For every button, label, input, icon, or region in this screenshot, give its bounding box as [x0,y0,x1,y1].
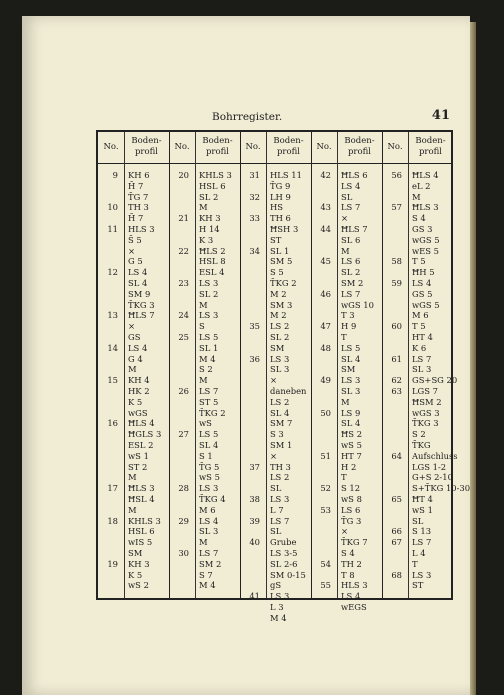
soil-profile-entry: × [128,245,136,256]
bore-number: 56 [391,170,402,180]
soil-profile-entry: LS 9 [341,407,361,418]
soil-profile-entry: S 2 [199,364,213,375]
bore-number: 9 [112,170,118,180]
bore-number: 55 [320,580,331,591]
bore-number: 20 [178,170,189,180]
bore-number: 39 [249,515,260,526]
bore-number: 61 [391,353,402,364]
soil-profile-entry: L 4 [412,548,426,558]
soil-profile-entry: × [128,321,136,332]
soil-profile-entry: KH 3 [199,213,221,224]
soil-profile-entry: S 13 [412,526,432,537]
soil-profile-entry: SL 4 [270,407,290,418]
soil-profile-entry: ĦLS 4 [128,418,155,429]
header-bodenprofil: Boden- profil [344,136,375,157]
soil-profile-entry: T [341,472,347,483]
soil-profile-entry: M 2 [270,310,287,321]
soil-profile-entry: LS 4 [341,591,361,602]
header-no: No. [103,141,119,152]
bore-number: 11 [107,224,118,234]
soil-profile-entry: ST 5 [199,396,219,407]
soil-profile-entry: SL 2 [270,332,290,342]
soil-profile-entry: SL [270,526,282,537]
bore-number: 65 [391,494,402,504]
bore-number: 58 [391,256,402,267]
soil-profile-entry: H 9 [341,321,357,332]
soil-profile-entry: S 7 [199,569,213,580]
page-number: 41 [431,108,450,123]
soil-profile-entry: T̄KG 2 [199,407,226,418]
soil-profile-entry: T̄G 7 [128,191,149,202]
bore-number: 37 [249,461,260,472]
soil-profile-entry: HLS 11 [270,170,302,180]
bore-number: 27 [178,429,189,440]
soil-profile-entry: LS 7 [199,548,219,558]
soil-profile-entry: SL 3 [270,364,290,375]
soil-profile-entry: S 2 [412,429,426,440]
bore-number: 31 [249,170,260,180]
soil-profile-entry: wIS 5 [128,537,153,548]
bore-number: 42 [320,170,331,180]
soil-profile-entry: M [128,364,137,375]
soil-profile-entry: ST [270,234,282,245]
soil-profile-entry: ĦSM 2 [412,396,442,407]
soil-profile-entry: HSL 6 [199,180,226,191]
soil-profile-entry: ĦLS 3 [128,483,155,494]
soil-profile-entry: LS 3 [199,278,219,288]
soil-profile-entry: wS 1 [128,450,149,461]
bore-number: 51 [320,450,331,461]
soil-profile-entry: wS 2 [128,580,149,591]
soil-profile-entry: LS 4 [128,342,148,353]
soil-profile-entry: SL 3 [199,526,219,537]
bore-number: 19 [107,558,118,569]
soil-profile-entry: wGS 10 [341,299,374,310]
soil-profile-entry: gS [270,580,282,591]
soil-profile-entry: ESL 4 [199,267,225,278]
bore-number: 12 [107,267,118,278]
soil-profile-entry: T̄KG 3 [128,299,155,310]
bore-number: 13 [107,310,118,321]
soil-profile-entry: ĦGLS 3 [128,429,162,440]
soil-profile-entry: LS 4 [199,515,219,526]
soil-profile-entry: SL [341,191,353,202]
soil-profile-entry: KHLS 3 [128,515,161,526]
soil-profile-entry: LS 3 [199,310,219,321]
soil-profile-entry: SM 2 [199,558,222,569]
page-title: Bohrregister. [212,111,283,123]
soil-profile-entry: SL 3 [412,364,432,375]
soil-profile-entry: LS 6 [341,504,361,515]
column-divider [266,132,267,598]
soil-profile-entry: KH 4 [128,375,150,386]
soil-profile-entry: L 7 [270,504,284,515]
bore-number: 64 [391,450,402,461]
soil-profile-entry: S 4 [412,213,426,224]
bore-number: 41 [249,591,260,602]
bore-number: 54 [320,558,331,569]
soil-profile-entry: SM 2 [341,278,364,288]
soil-profile-entry: KH 3 [128,558,150,569]
soil-profile-entry: LS 3 [270,591,290,602]
soil-profile-entry: SL 2 [199,191,219,202]
soil-profile-entry: LS 5 [199,332,219,342]
soil-profile-entry: SL [270,483,282,494]
bore-number: 21 [178,213,189,224]
soil-profile-entry: SM 1 [270,440,293,450]
soil-profile-entry: T [341,332,347,342]
soil-profile-entry: LS 3-5 [270,548,298,558]
soil-profile-entry: GS 5 [412,288,433,299]
soil-profile-entry: S 5 [270,267,284,278]
soil-profile-entry: ĦSL 4 [128,494,155,504]
soil-profile-entry: SL 2 [199,288,219,299]
bore-number: 49 [320,375,331,386]
soil-profile-entry: L 3 [270,602,284,612]
soil-profile-entry: HK 2 [128,386,150,396]
soil-profile-entry: T̄G 3 [341,515,362,526]
soil-profile-entry: M [199,299,208,310]
soil-profile-entry: HS [270,202,284,213]
soil-profile-entry: LS 6 [341,256,361,267]
soil-profile-entry: SM 5 [270,256,293,267]
header-no: No. [245,141,261,152]
soil-profile-entry: H 2 [341,461,357,472]
soil-profile-entry: wS 8 [341,494,362,504]
soil-profile-entry: S 12 [341,483,361,494]
soil-profile-entry: G 5 [128,256,143,267]
soil-profile-entry: SL 4 [199,440,219,450]
soil-profile-entry: ĦLS 7 [341,224,368,234]
bore-number: 66 [391,526,402,537]
soil-profile-entry: SL 3 [341,386,361,396]
soil-profile-entry: Grube [270,537,297,548]
soil-profile-entry: K 5 [128,396,143,407]
soil-profile-entry: LS 2 [270,472,290,483]
soil-profile-entry: LS 5 [199,429,219,440]
soil-profile-entry: M 4 [199,353,216,364]
bore-number: 34 [249,245,260,256]
soil-profile-entry: K 3 [199,234,214,245]
soil-profile-entry: HSL 6 [128,526,155,537]
soil-profile-entry: LS 2 [270,321,290,332]
soil-profile-entry: wS 1 [412,504,433,515]
soil-profile-entry: HT 4 [412,332,433,342]
soil-profile-entry: M [199,375,208,386]
book-edge [470,22,476,695]
soil-profile-entry: M [412,191,421,202]
soil-profile-entry: M [128,504,137,515]
soil-profile-entry: G+S 2-10 [412,472,453,483]
soil-profile-entry: TH 2 [341,558,362,569]
bore-number: 53 [320,504,331,515]
soil-profile-entry: GS 3 [412,224,433,234]
bore-number: 40 [249,537,260,548]
bore-number: 23 [178,278,189,288]
bore-number: 50 [320,407,331,418]
soil-profile-entry: LS 3 [341,375,361,386]
header-bodenprofil: Boden- profil [273,136,304,157]
soil-profile-entry: eL 2 [412,180,431,191]
soil-profile-entry: wGS 5 [412,299,440,310]
soil-profile-entry: S 3 [270,429,284,440]
bore-number: 26 [178,386,189,396]
soil-profile-entry: HLS 3 [341,580,368,591]
column-divider [169,132,170,598]
soil-profile-entry: SL 2 [341,267,361,278]
soil-profile-entry: Aufschluss [412,450,458,461]
soil-profile-entry: LS 3 [412,569,432,580]
borehole-register-table [96,130,471,623]
soil-profile-entry: ĦH 5 [412,267,435,278]
soil-profile-entry: SL 1 [270,245,290,256]
soil-profile-entry: SM 7 [270,418,293,429]
soil-profile-entry: SM 9 [128,288,151,299]
soil-profile-entry: KH 6 [128,170,150,180]
soil-profile-entry: T̄KG 2 [270,278,297,288]
soil-profile-entry: GS [128,332,141,342]
soil-profile-entry: LS 3 [270,353,290,364]
soil-profile-entry: T̄KG [412,440,431,450]
soil-profile-entry: wEGS [341,602,367,612]
bore-number: 17 [107,483,118,494]
soil-profile-entry: H 14 [199,224,220,234]
header-no: No. [174,141,190,152]
soil-profile-entry: SM 3 [270,299,293,310]
header-bodenprofil: Boden- profil [415,136,446,157]
soil-profile-entry: TH 3 [128,202,149,213]
bore-number: 18 [107,515,118,526]
bore-number: 45 [320,256,331,267]
bore-number: 44 [320,224,331,234]
soil-profile-entry: M [199,202,208,213]
bore-number: 63 [391,386,402,396]
soil-profile-entry: T̄KG 7 [341,537,368,548]
column-divider [124,132,125,598]
soil-profile-entry: SL 1 [199,342,219,353]
soil-profile-entry: × [270,375,278,386]
soil-profile-entry: LS 7 [199,386,219,396]
soil-profile-entry: SL 2-6 [270,558,298,569]
soil-profile-entry: ST 2 [128,461,148,472]
bore-number: 16 [107,418,118,429]
bore-number: 60 [391,321,402,332]
column-divider [195,132,196,598]
soil-profile-entry: wS [199,418,212,429]
header-no: No. [387,141,403,152]
soil-profile-entry: SL 4 [128,278,148,288]
table-header-row [98,132,451,164]
bore-number: 22 [178,245,189,256]
soil-profile-entry: ST [412,580,424,591]
bore-number: 43 [320,202,331,213]
soil-profile-entry: LS 7 [412,353,432,364]
soil-profile-entry: SM [270,342,285,353]
column-divider [240,132,241,598]
soil-profile-entry: wS 5 [199,472,220,483]
bore-number: 24 [178,310,189,321]
soil-profile-entry: ĦT 4 [412,494,433,504]
bore-number: 10 [107,202,118,213]
bore-number: 15 [107,375,118,386]
bore-number: 28 [178,483,189,494]
soil-profile-entry: S [199,321,205,332]
bore-number: 57 [391,202,402,213]
soil-profile-entry: ĦLS 4 [412,170,439,180]
bore-number: 47 [320,321,331,332]
soil-profile-entry: SL 6 [341,234,361,245]
soil-profile-entry: SM 0-15 [270,569,306,580]
soil-profile-entry: LS 7 [341,288,361,299]
soil-profile-entry: S 1 [199,450,213,461]
bore-number: 33 [249,213,260,224]
soil-profile-entry: T 5 [412,256,426,267]
column-divider [408,132,409,598]
soil-profile-entry: LS 4 [341,180,361,191]
book-page [22,16,470,695]
soil-profile-entry: LS 7 [341,202,361,213]
soil-profile-entry: M [199,537,208,548]
header-no: No. [316,141,332,152]
header-bodenprofil: Boden- profil [131,136,162,157]
bore-number: 14 [107,342,118,353]
soil-profile-entry: M [341,396,350,407]
soil-profile-entry: × [270,450,278,461]
soil-profile-entry: H̄ 7 [128,213,144,224]
soil-profile-entry: T [412,558,418,569]
soil-profile-entry: wES 5 [412,245,440,256]
bore-number: 67 [391,537,402,548]
soil-profile-entry: HT 7 [341,450,362,461]
soil-profile-entry: ĦLS 2 [199,245,226,256]
soil-profile-entry: LGS 1-2 [412,461,447,472]
soil-profile-entry: SM [128,548,143,558]
soil-profile-entry: SL [412,515,424,526]
soil-profile-entry: × [341,213,349,224]
soil-profile-entry: ĦS 2 [341,429,363,440]
soil-profile-entry: ĦLS 3 [412,202,439,213]
soil-profile-entry: M 4 [270,612,287,623]
soil-profile-entry: LS 4 [412,278,432,288]
soil-profile-entry: S+T̄KG 10-30 [412,483,471,494]
bore-number: 36 [249,353,260,364]
soil-profile-entry: LS 3 [270,494,290,504]
bore-number: 38 [249,494,260,504]
soil-profile-entry: T̄G 9 [270,180,291,191]
bore-number: 48 [320,342,331,353]
soil-profile-entry: LS 5 [341,342,361,353]
soil-profile-entry: LS 2 [270,396,290,407]
soil-profile-entry: LS 3 [199,483,219,494]
soil-profile-entry: M 6 [412,310,429,321]
soil-profile-entry: M 4 [199,580,216,591]
soil-profile-entry: ĦLS 7 [128,310,155,321]
soil-profile-entry: TH 6 [270,213,291,224]
bore-number: 59 [391,278,402,288]
soil-profile-entry: wS 5 [341,440,362,450]
soil-profile-entry: wGS 5 [412,234,440,245]
bore-number: 25 [178,332,189,342]
soil-profile-entry: T 3 [341,310,355,321]
soil-profile-entry: S 4 [341,548,355,558]
soil-profile-entry: wGS 3 [412,407,440,418]
soil-profile-entry: LS 7 [270,515,290,526]
soil-profile-entry: SL 4 [341,353,361,364]
bore-number: 46 [320,288,331,299]
soil-profile-entry: KHLS 3 [199,170,232,180]
soil-profile-entry: LS 7 [412,537,432,548]
soil-profile-entry: K 6 [412,342,427,353]
soil-profile-entry: T 8 [341,569,355,580]
soil-profile-entry: × [341,526,349,537]
soil-profile-entry: M [128,472,137,483]
soil-profile-entry: SL 4 [341,418,361,429]
soil-profile-entry: LH 9 [270,191,291,202]
bore-number: 52 [320,483,331,494]
soil-profile-entry: LGS 7 [412,386,438,396]
bore-number: 29 [178,515,189,526]
soil-profile-entry: HSL 8 [199,256,226,267]
soil-profile-entry: wGS [128,407,148,418]
soil-profile-entry: M 2 [270,288,287,299]
bore-number: 62 [391,375,402,386]
soil-profile-entry: ĦSH 3 [270,224,299,234]
bore-number: 35 [249,321,260,332]
soil-profile-entry: G 4 [128,353,143,364]
soil-profile-entry: K 5 [128,569,143,580]
header-bodenprofil: Boden- profil [202,136,233,157]
bore-number: 32 [249,191,260,202]
soil-profile-entry: H̄ 7 [128,180,144,191]
soil-profile-entry: daneben [270,386,307,396]
soil-profile-entry: T̄KG 3 [412,418,439,429]
soil-profile-entry: ĦLS 6 [341,170,368,180]
soil-profile-entry: LS 4 [128,267,148,278]
soil-profile-entry: HLS 3 [128,224,155,234]
soil-profile-entry: GS+SG 20 [412,375,458,386]
soil-profile-entry: S̄ 5 [128,234,142,245]
soil-profile-entry: T 5 [412,321,426,332]
column-divider [337,132,338,598]
soil-profile-entry: T̄KG 4 [199,494,226,504]
page-header [22,108,470,126]
soil-profile-entry: M [341,245,350,256]
soil-profile-entry: TH 3 [270,461,291,472]
soil-profile-entry: T̄G 5 [199,461,220,472]
soil-profile-entry: M 6 [199,504,216,515]
soil-profile-entry: SM [341,364,356,375]
soil-profile-entry: ESL 2 [128,440,154,450]
bore-number: 68 [391,569,402,580]
bore-number: 30 [178,548,189,558]
